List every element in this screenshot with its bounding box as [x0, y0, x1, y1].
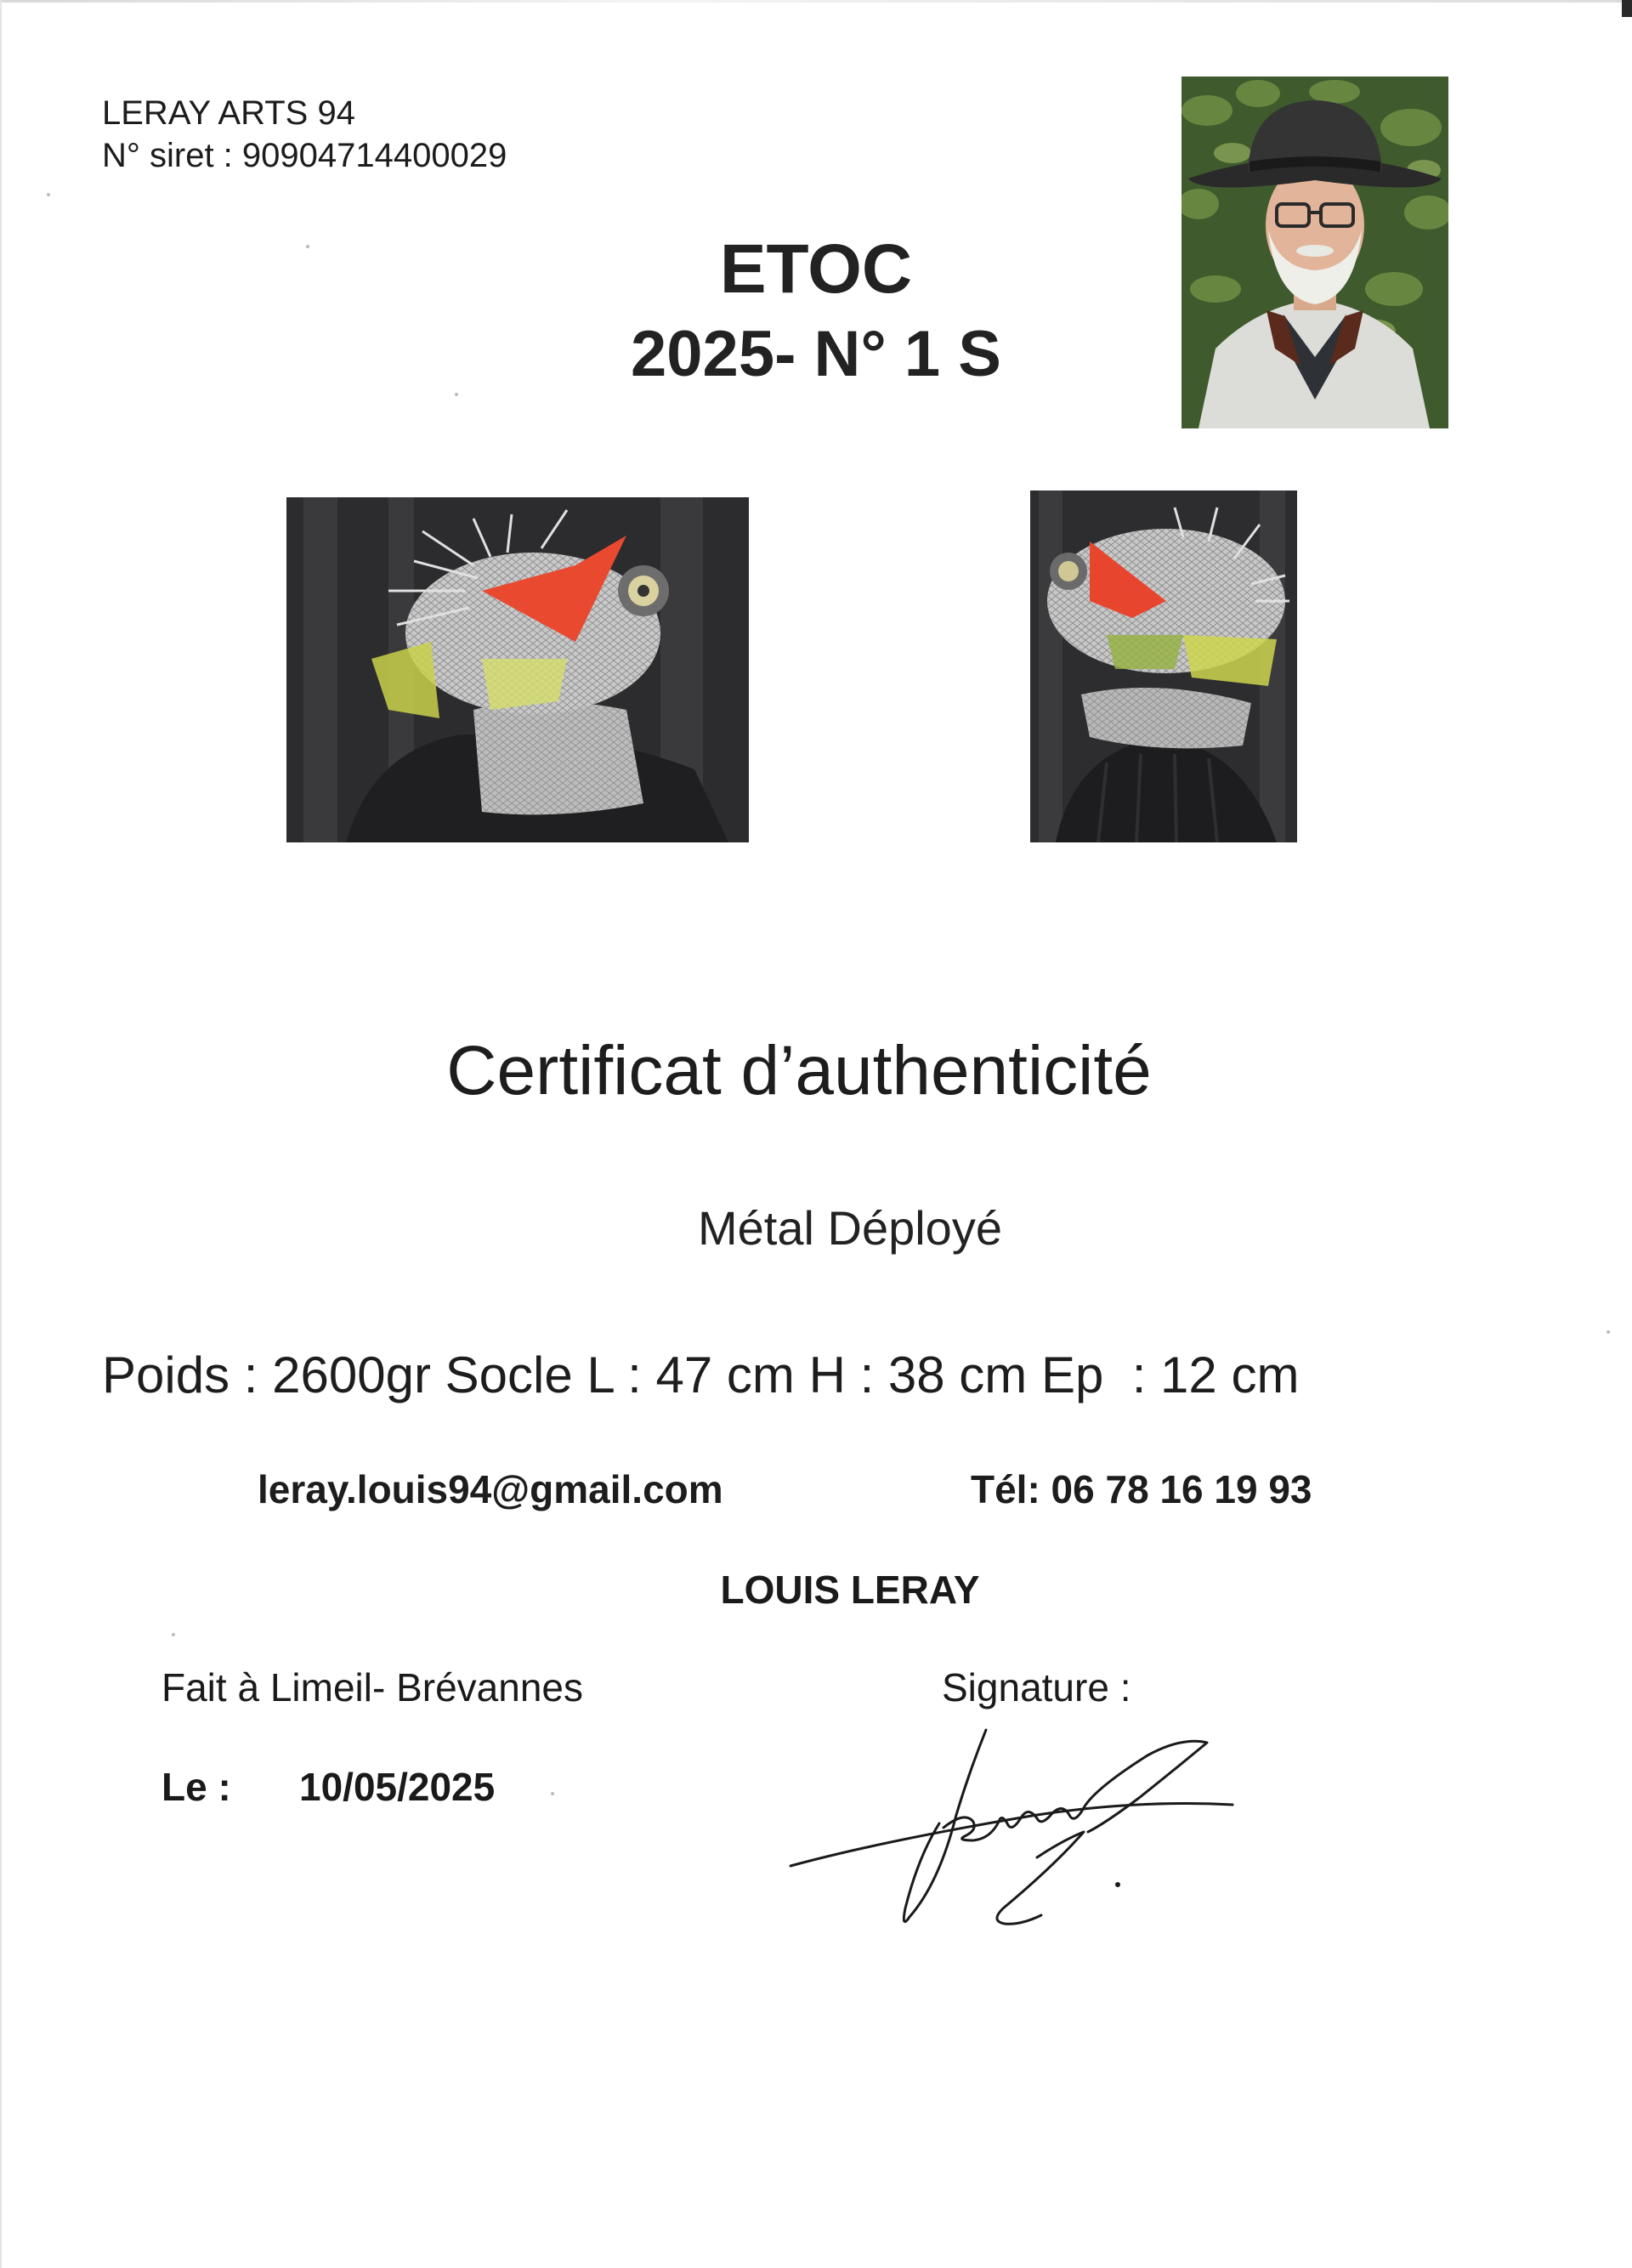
dimensions-specs: Poids : 2600gr Socle L : 47 cm H : 38 cm Ep : 12 cm — [102, 1347, 1300, 1403]
scan-speck — [1606, 1330, 1610, 1334]
scan-corner-mark — [1622, 0, 1632, 17]
email-address: leray.louis94@gmail.com — [258, 1467, 723, 1511]
signature-label: Signature : — [942, 1665, 1131, 1710]
artwork-title: ETOC — [719, 230, 913, 308]
scan-border-top — [0, 0, 1632, 3]
siret-number: N° siret : 90904714400029 — [102, 137, 507, 174]
company-name: LERAY ARTS 94 — [102, 94, 355, 132]
scan-speck — [172, 1633, 175, 1636]
scan-border-left — [0, 0, 2, 2268]
sculpture-photo-side — [286, 497, 749, 842]
handwritten-signature — [782, 1721, 1292, 1942]
scan-speck — [455, 393, 458, 396]
artwork-reference: 2025- N° 1 S — [631, 318, 1001, 390]
scan-speck — [47, 193, 50, 196]
artist-portrait-photo — [1182, 77, 1448, 428]
date-label: Le : — [162, 1765, 231, 1809]
material-label: Métal Déployé — [698, 1201, 1002, 1255]
company-block — [102, 92, 507, 177]
date-value: 10/05/2025 — [299, 1765, 496, 1809]
place-of-issue: Fait à Limeil- Brévannes — [162, 1665, 583, 1710]
scan-speck — [551, 1792, 554, 1795]
scan-speck — [306, 245, 309, 248]
artist-name: LOUIS LERAY — [720, 1568, 980, 1612]
certificate-heading: Certificat d’authenticité — [446, 1032, 1152, 1109]
phone-number: Tél: 06 78 16 19 93 — [971, 1467, 1312, 1511]
sculpture-photo-other-side — [1030, 490, 1297, 842]
